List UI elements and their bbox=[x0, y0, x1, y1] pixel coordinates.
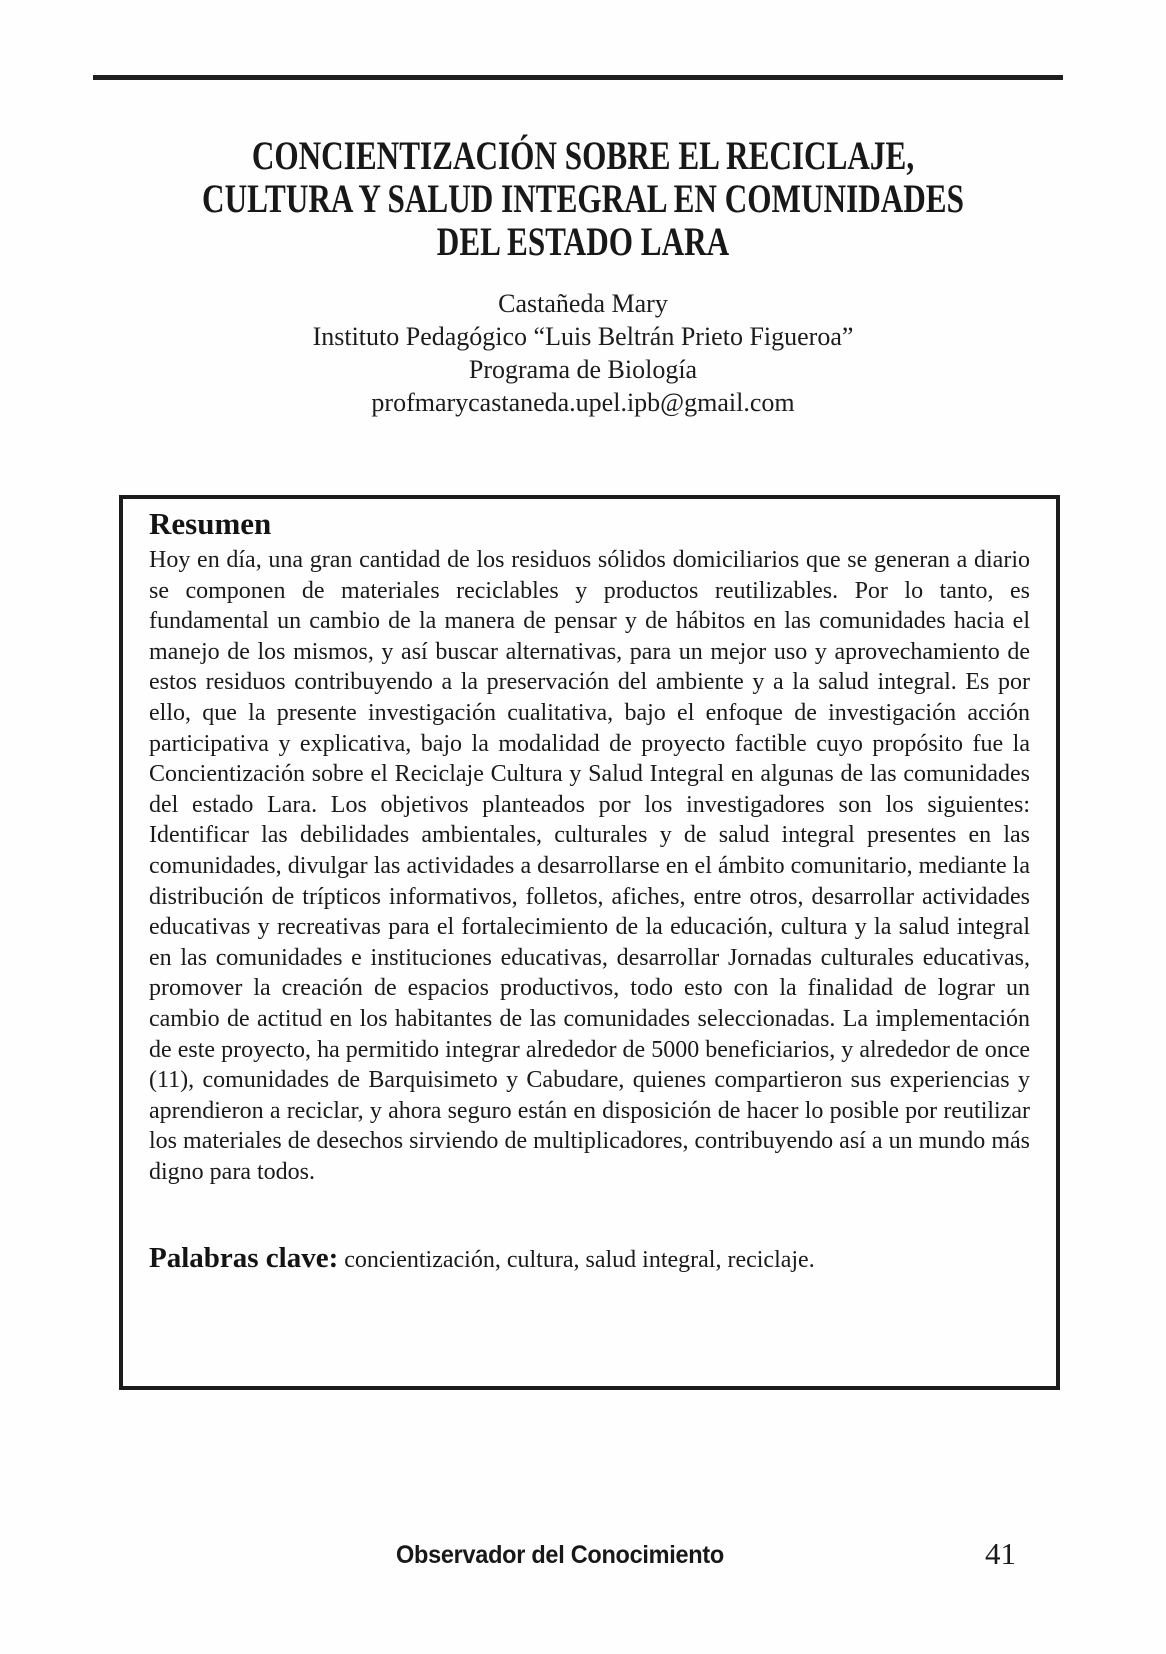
abstract-body: Hoy en día, una gran cantidad de los residuos sólidos domiciliarios que se generan a diario se componen de materiales reciclables y productos reutilizables. Por lo tanto, es fundamental un cambio de la manera de pensar y de hábitos en las comunidades hacia el manejo de los mismos, y así buscar alternativas, para un mejor uso y aprovechamiento de estos residuos contribuyendo a la preservación del ambiente y a la salud integral. Es por ello, que la presente investigación cualitativa, bajo el enfoque de investigación acción participativa y explicativa, bajo la modalidad de proyecto factible cuyo propósito fue la Concientización sobre el Reciclaje Cultura y Salud Integral en algunas de las comunidades del estado Lara. Los objetivos planteados por los investigadores son los siguientes: Identificar las debilidades ambientales, culturales y de salud integral presentes en las comunidades, divulgar las actividades a desarrollarse en el ámbito comunitario, mediante la distribución de trípticos informativos, folletos, afiches, entre otros, desarrollar actividades educativas y recreativas para el fortalecimiento de la educación, cultura y la salud integral en las comunidades e instituciones educativas, desarrollar Jornadas culturales educativas, promover la creación de espacios productivos, todo esto con la finalidad de lograr un cambio de actitud en los habitantes de las comunidades seleccionadas. La implementación de este proyecto, ha permitido integrar alrededor de 5000 beneficiarios, y alrededor de once (11), comunidades de Barquisimeto y Cabudare, quienes compartieron sus experiencias y aprendieron a reciclar, y ahora seguro están en disposición de hacer lo posible por reutilizar los materiales de desechos sirviendo de multiplicadores, contribuyendo así a un mundo más digno para todos. bbox=[149, 547, 1030, 1185]
paper-title bbox=[128, 134, 1037, 263]
paper-title-line-3: DEL ESTADO LARA bbox=[436, 219, 730, 264]
page-number: 41 bbox=[985, 1536, 1016, 1571]
author-institution: Instituto Pedagógico “Luis Beltrán Prieto Figueroa” bbox=[312, 322, 854, 351]
paper-title-line-2: CULTURA Y SALUD INTEGRAL EN COMUNIDADES bbox=[202, 176, 964, 221]
keywords-line bbox=[149, 1241, 1030, 1277]
paper-title-line-1: CONCIENTIZACIÓN SOBRE EL RECICLAJE, bbox=[251, 133, 915, 178]
author-name: Castañeda Mary bbox=[498, 289, 668, 318]
author-block bbox=[0, 287, 1166, 419]
keywords-label: Palabras clave: bbox=[149, 1242, 339, 1275]
keywords-text: concientización, cultura, salud integral, reciclaje. bbox=[338, 1247, 815, 1274]
abstract-box bbox=[119, 495, 1060, 1390]
abstract-heading: Resumen bbox=[149, 506, 272, 541]
author-program: Programa de Biología bbox=[468, 355, 698, 384]
author-email: profmarycastaneda.upel.ipb@gmail.com bbox=[371, 388, 795, 417]
header-rule bbox=[93, 75, 1063, 80]
journal-name: Observador del Conocimiento bbox=[395, 1541, 724, 1569]
